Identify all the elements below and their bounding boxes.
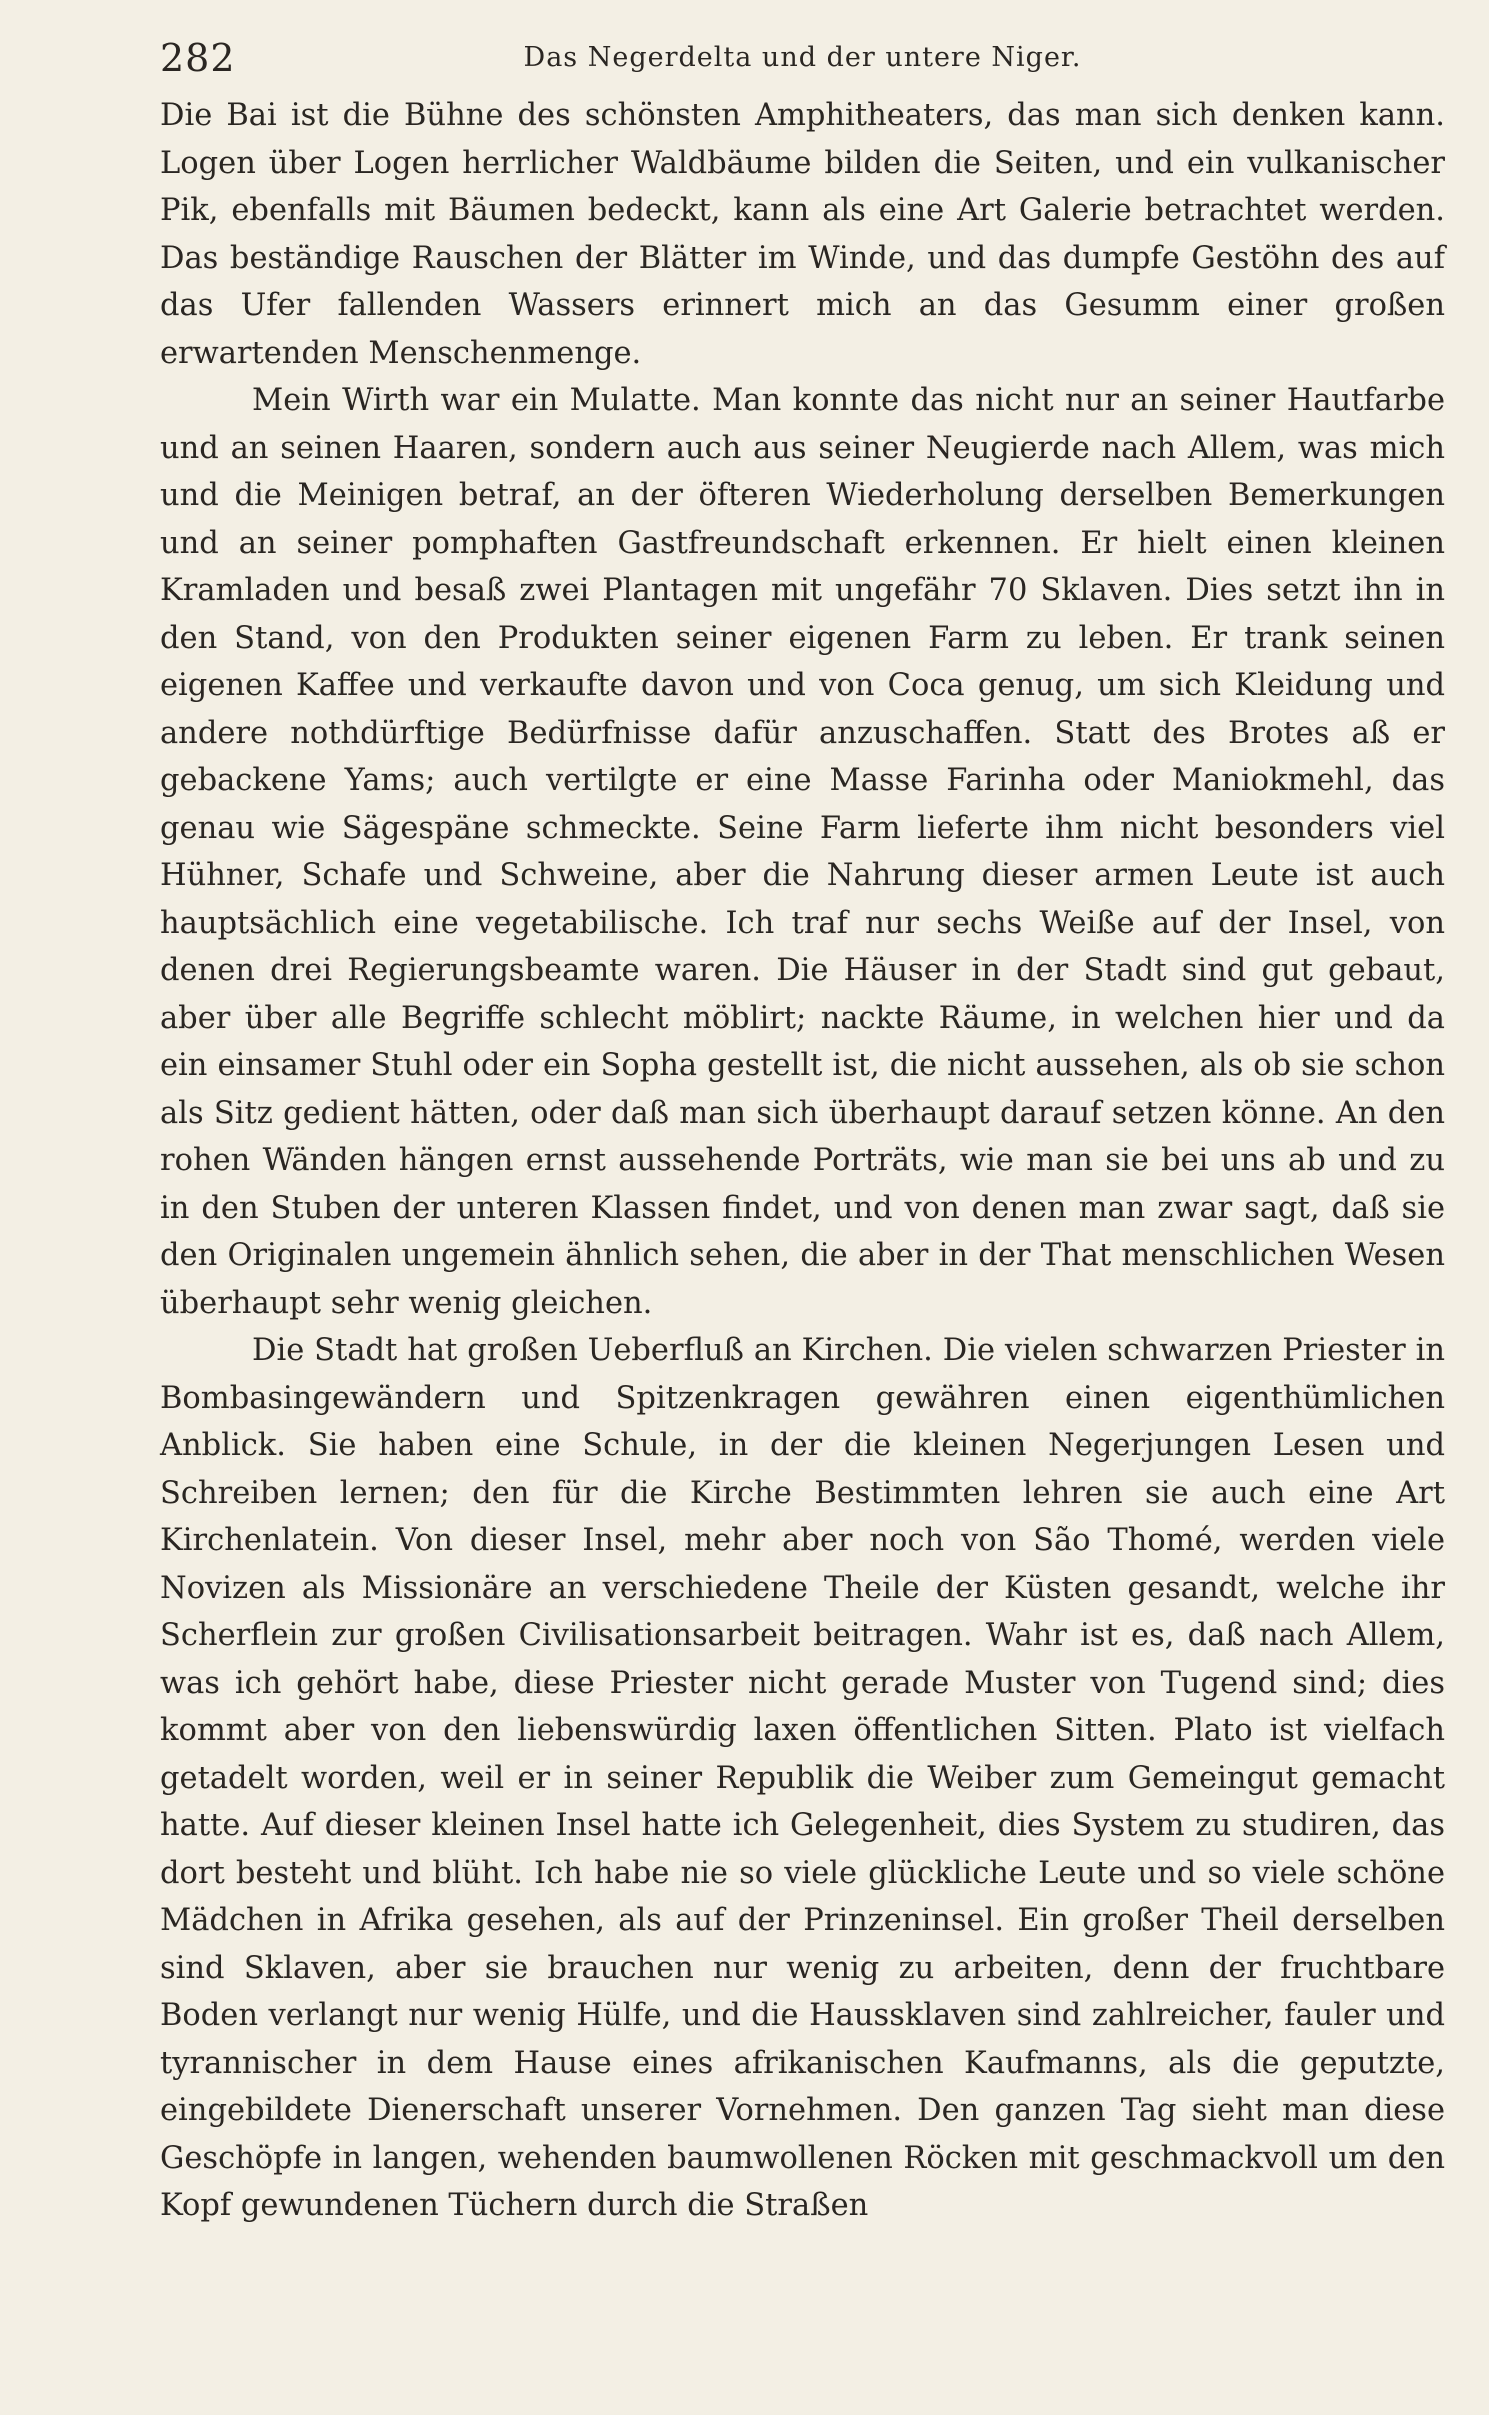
running-title: Das Negerdelta und der untere Niger. (523, 42, 1082, 73)
book-page (160, 28, 1445, 2358)
running-head (160, 28, 1445, 92)
page-number: 282 (160, 36, 236, 80)
paragraph-churches-priests: Die Stadt hat großen Ueberfluß an Kirchen. Die vielen schwarzen Priester in Bombasingewändern und Spitzenkragen gewähren einen eigenthümlichen Anblick. Sie haben eine Schule, in der die kleinen Negerjungen Lesen und Schreiben lernen; den für die Kirche Bestimmten lehren sie auch eine Art Kirchenlatein. Von dieser Insel, mehr aber noch von São Thomé, werden viele Novizen als Missionäre an verschiedene Theile der Küsten gesandt, welche ihr Scherflein zur großen Civilisationsarbeit beitragen. Wahr ist es, daß nach Allem, was ich gehört habe, diese Priester nicht gerade Muster von Tugend sind; dies kommt aber von den liebenswürdig laxen öffentlichen Sitten. Plato ist vielfach getadelt worden, weil er in seiner Republik die Weiber zum Gemeingut gemacht hatte. Auf dieser kleinen Insel hatte ich Gelegenheit, dies System zu studiren, das dort besteht und blüht. Ich habe nie so viele glückliche Leute und so viele schöne Mädchen in Afrika gesehen, als auf der Prinzeninsel. Ein großer Theil derselben sind Sklaven, aber sie brauchen nur wenig zu arbeiten, denn der fruchtbare Boden verlangt nur wenig Hülfe, und die Haussklaven sind zahlreicher, fauler und tyrannischer in dem Hause eines afrikanischen Kaufmanns, als die geputzte, eingebildete Dienerschaft unserer Vornehmen. Den ganzen Tag sieht man diese Geschöpfe in langen, wehenden baumwollenen Röcken mit geschmackvoll um den Kopf gewundenen Tüchern durch die Straßen (160, 1333, 1445, 2223)
text-body (160, 92, 1445, 2230)
paragraph-mulatto-host: Mein Wirth war ein Mulatte. Man konnte das nicht nur an seiner Hautfarbe und an seinen Haaren, sondern auch aus seiner Neugierde nach Allem, was mich und die Meinigen betraf, an der öfteren Wiederholung derselben Bemerkungen und an seiner pomphaften Gastfreundschaft erkennen. Er hielt einen kleinen Kramladen und besaß zwei Plantagen mit ungefähr 70 Sklaven. Dies setzt ihn in den Stand, von den Produkten seiner eigenen Farm zu leben. Er trank seinen eigenen Kaffee und verkaufte davon und von Coca genug, um sich Kleidung und andere nothdürftige Bedürfnisse dafür anzuschaffen. Statt des Brotes aß er gebackene Yams; auch vertilgte er eine Masse Farinha oder Maniokmehl, das genau wie Sägespäne schmeckte. Seine Farm lieferte ihm nicht besonders viel Hühner, Schafe und Schweine, aber die Nahrung dieser armen Leute ist auch hauptsächlich eine vegetabilische. Ich traf nur sechs Weiße auf der Insel, von denen drei Regierungsbeamte waren. Die Häuser in der Stadt sind gut gebaut, aber über alle Begriffe schlecht möblirt; nackte Räume, in welchen hier und da ein einsamer Stuhl oder ein Sopha gestellt ist, die nicht aussehen, als ob sie schon als Sitz gedient hätten, oder daß man sich überhaupt darauf setzen könne. An den rohen Wänden hängen ernst aussehende Porträts, wie man sie bei uns ab und zu in den Stuben der unteren Klassen findet, und von denen man zwar sagt, daß sie den Originalen ungemein ähnlich sehen, die aber in der That menschlichen Wesen überhaupt sehr wenig gleichen. (160, 383, 1445, 1321)
paragraph-bay-description: Die Bai ist die Bühne des schönsten Amphitheaters, das man sich denken kann. Logen über Logen herrlicher Waldbäume bilden die Seiten, und ein vulkanischer Pik, ebenfalls mit Bäumen bedeckt, kann als eine Art Galerie betrachtet werden. Das beständige Rauschen der Blätter im Winde, und das dumpfe Gestöhn des auf das Ufer fallenden Wassers erinnert mich an das Gesumm einer großen erwartenden Menschenmenge. (160, 98, 1445, 371)
